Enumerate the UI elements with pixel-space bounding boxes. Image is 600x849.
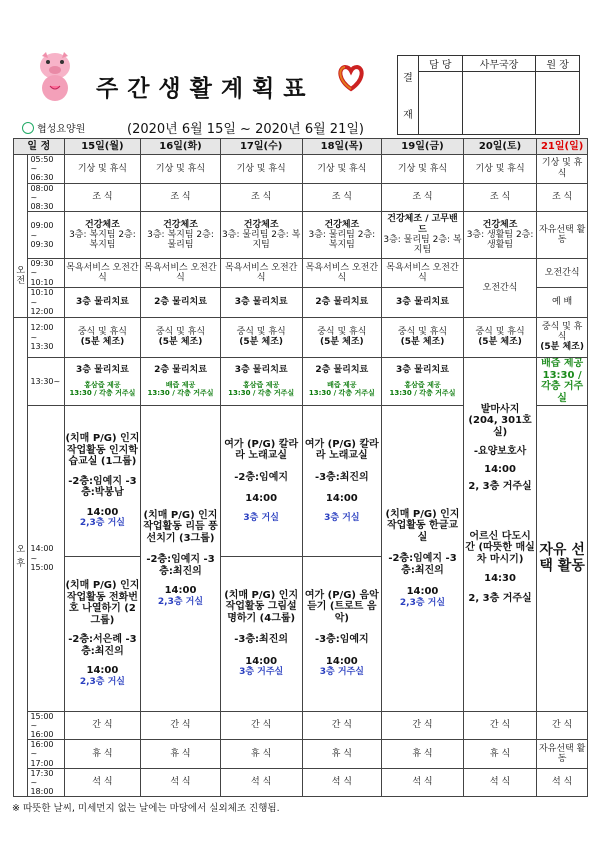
activity-cell: 중식 및 휴식 (5분 체조)	[382, 317, 464, 357]
activity-cell: 오전간식	[463, 259, 536, 318]
activity-cell-saturday-pm: 발마사지 (204, 301호실) -요양보호사 14:00 2, 3층 거주실 어르신 다도시간 (따뜻한 매실차 마시기) 14:30 2, 3층 거주실	[463, 357, 536, 711]
activity-cell: 기상 및 휴식	[302, 155, 382, 184]
activity-cell: 석 식	[463, 768, 536, 797]
activity-cell: 목욕서비스 오전간식	[141, 259, 221, 288]
activity-cell: 3층 물리치료 홍삼즙 제공 13:30 / 각층 거주실	[64, 357, 141, 405]
activity-cell: 건강체조 3층: 복지팀 2층: 물리팀	[141, 212, 221, 259]
table-row	[14, 711, 588, 740]
activity-cell: 조 식	[64, 183, 141, 212]
approval-sign-slot[interactable]	[419, 72, 463, 135]
activity-cell: 휴 식	[141, 740, 221, 769]
activity-cell: 석 식	[141, 768, 221, 797]
table-row	[14, 259, 588, 288]
activity-cell: 휴 식	[220, 740, 302, 769]
day-header: 15일(월)	[64, 139, 141, 155]
day-header-row	[14, 139, 588, 155]
institution-name: 협성요양원	[22, 120, 85, 135]
time-slot: 16:00 ~ 17:00	[28, 740, 64, 769]
activity-cell: 중식 및 휴식 (5분 체조)	[64, 317, 141, 357]
schedule-period: (2020년 6월 15일 ~ 2020년 6월 21일)	[127, 122, 364, 137]
activity-cell: 3층 물리치료	[382, 287, 464, 317]
activity-cell: 기상 및 휴식	[220, 155, 302, 184]
activity-cell: 자유선택 활동	[537, 212, 588, 259]
activity-cell: 석 식	[64, 768, 141, 797]
activity-cell: 목욕서비스 오전간식	[302, 259, 382, 288]
heart-wreath-icon	[336, 62, 366, 92]
table-row	[14, 317, 588, 357]
approval-role: 원 장	[536, 56, 580, 72]
activity-cell: 간 식	[463, 711, 536, 740]
footnote: ※ 따뜻한 날씨, 미세먼지 없는 날에는 마당에서 실외체조 진행됨.	[12, 803, 280, 814]
time-slot: 17:30 ~ 18:00	[28, 768, 64, 797]
activity-cell: 기상 및 휴식	[537, 155, 588, 184]
activity-cell: 건강체조 3층: 물리팀 2층: 복지팀	[302, 212, 382, 259]
time-slot: 09:00 ~ 09:30	[28, 212, 64, 259]
activity-cell: 간 식	[537, 711, 588, 740]
day-header: 18일(목)	[302, 139, 382, 155]
day-header-sunday: 21일(일)	[537, 139, 588, 155]
section-afternoon: 오 후	[14, 317, 28, 797]
approval-box	[397, 55, 580, 135]
time-slot: 12:00 ~ 13:30	[28, 317, 64, 357]
schedule-column-header: 일 정	[14, 139, 65, 155]
approval-sign-slot[interactable]	[462, 72, 536, 135]
activity-cell: 휴 식	[463, 740, 536, 769]
activity-cell-tuesday-pm: (치매 P/G) 인지작업활동 리듬 풍선치기 (3그룹) -2층:임예지 -3층:최진의 14:00 2,3층 거실	[141, 405, 221, 711]
activity-cell: 조 식	[141, 183, 221, 212]
day-header: 20일(토)	[463, 139, 536, 155]
activity-cell: 목욕서비스 오전간식	[382, 259, 464, 288]
activity-cell: 2층 물리치료 배즙 제공 13:30 / 각층 거주실	[302, 357, 382, 405]
activity-cell: 중식 및 휴식 (5분 체조)	[302, 317, 382, 357]
activity-cell: 오전간식	[537, 259, 588, 288]
activity-cell-thursday-pm: 여가 (P/G) 칼라라 노래교실 -3층:최진의 14:00 3층 거실 여가 (P/G) 음악듣기 (트로트 음악) -3층:임예지 14:00 3층 거주실	[302, 405, 382, 711]
activity-cell: 간 식	[382, 711, 464, 740]
table-row	[14, 768, 588, 797]
approval-role: 담 당	[419, 56, 463, 72]
weekly-schedule-table	[13, 138, 588, 797]
section-morning: 오 전	[14, 155, 28, 318]
time-slot: 08:00 ~ 08:30	[28, 183, 64, 212]
activity-cell: 건강체조 3층: 복지팀 2층: 복지팀	[64, 212, 141, 259]
activity-cell: 건강체조 3층: 물리팀 2층: 복지팀	[220, 212, 302, 259]
activity-cell: 기상 및 휴식	[463, 155, 536, 184]
activity-cell: 간 식	[220, 711, 302, 740]
activity-cell: 석 식	[302, 768, 382, 797]
approval-role: 사무국장	[462, 56, 536, 72]
activity-cell: 휴 식	[382, 740, 464, 769]
activity-cell: 중식 및 휴식 (5분 체조)	[463, 317, 536, 357]
activity-cell: 목욕서비스 오전간식	[64, 259, 141, 288]
activity-cell-monday-pm: (치매 P/G) 인지작업활동 인지학습교실 (1그룹) -2층:임예지 -3층:박봉남 14:00 2,3층 거실 (치매 P/G) 인지작업활동 전화번호 나열하기 (2그룹) -2층:서은례 -3층:최진의 14:00 2,3층 거실	[64, 405, 141, 711]
activity-cell: 건강체조 3층: 생활팀 2층: 생활팀	[463, 212, 536, 259]
time-slot: 05:50 ~ 06:30	[28, 155, 64, 184]
time-slot: 13:30~	[28, 357, 64, 405]
time-slot: 14:00 ~ 15:00	[28, 405, 64, 711]
table-row	[14, 212, 588, 259]
activity-cell: 중식 및 휴식 (5분 체조)	[141, 317, 221, 357]
activity-cell: 2층 물리치료 배즙 제공 13:30 / 각층 거주실	[141, 357, 221, 405]
time-slot: 10:10 ~ 12:00	[28, 287, 64, 317]
activity-cell: 기상 및 휴식	[141, 155, 221, 184]
table-row	[14, 155, 588, 184]
day-header: 19일(금)	[382, 139, 464, 155]
document-header	[0, 0, 600, 140]
activity-cell: 목욕서비스 오전간식	[220, 259, 302, 288]
activity-cell: 기상 및 휴식	[64, 155, 141, 184]
activity-cell: 석 식	[220, 768, 302, 797]
approval-label: 결 재	[398, 56, 419, 135]
activity-cell: 3층 물리치료	[64, 287, 141, 317]
activity-cell-wednesday-pm: 여가 (P/G) 칼라라 노래교실 -2층:임예지 14:00 3층 거실 (치매 P/G) 인지작업활동 그림설명하기 (4그룹) -3층:최진의 14:00 3층 거주실	[220, 405, 302, 711]
table-row	[14, 183, 588, 212]
approval-sign-slot[interactable]	[536, 72, 580, 135]
time-slot: 09:30 ~ 10:10	[28, 259, 64, 288]
table-row	[14, 740, 588, 769]
activity-cell: 간 식	[64, 711, 141, 740]
pig-mascot-icon	[34, 50, 76, 102]
activity-cell: 3층 물리치료 홍삼즙 제공 13:30 / 각층 거주실	[382, 357, 464, 405]
activity-cell: 조 식	[382, 183, 464, 212]
activity-cell: 건강체조 / 고무밴드 3층: 물리팀 2층: 복지팀	[382, 212, 464, 259]
activity-cell-friday-pm: (치매 P/G) 인지작업활동 한글교실 -2층:임예지 -3층:최진의 14:00 2,3층 거실	[382, 405, 464, 711]
institution-logo-icon	[22, 122, 34, 134]
activity-cell: 중식 및 휴식 (5분 체조)	[537, 317, 588, 357]
activity-cell: 2층 물리치료	[302, 287, 382, 317]
activity-cell: 기상 및 휴식	[382, 155, 464, 184]
page-title: 주간생활계획표	[96, 76, 315, 102]
activity-cell: 석 식	[382, 768, 464, 797]
activity-cell: 3층 물리치료	[220, 287, 302, 317]
day-header: 16일(화)	[141, 139, 221, 155]
activity-cell: 중식 및 휴식 (5분 체조)	[220, 317, 302, 357]
activity-cell: 휴 식	[302, 740, 382, 769]
activity-cell: 3층 물리치료 홍삼즙 제공 13:30 / 각층 거주실	[220, 357, 302, 405]
activity-cell: 휴 식	[64, 740, 141, 769]
activity-cell: 조 식	[463, 183, 536, 212]
table-row	[14, 357, 588, 405]
activity-cell: 배즙 제공 13:30 / 각층 거주실	[537, 357, 588, 405]
activity-cell: 예 배	[537, 287, 588, 317]
activity-cell: 간 식	[302, 711, 382, 740]
activity-cell: 자유선택 활동	[537, 740, 588, 769]
time-slot: 15:00 ~ 16:00	[28, 711, 64, 740]
activity-cell: 조 식	[220, 183, 302, 212]
activity-cell: 2층 물리치료	[141, 287, 221, 317]
activity-cell: 조 식	[537, 183, 588, 212]
activity-cell: 조 식	[302, 183, 382, 212]
day-header: 17일(수)	[220, 139, 302, 155]
activity-cell-sunday-pm: 자유 선택 활동	[537, 405, 588, 711]
activity-cell: 간 식	[141, 711, 221, 740]
activity-cell: 석 식	[537, 768, 588, 797]
